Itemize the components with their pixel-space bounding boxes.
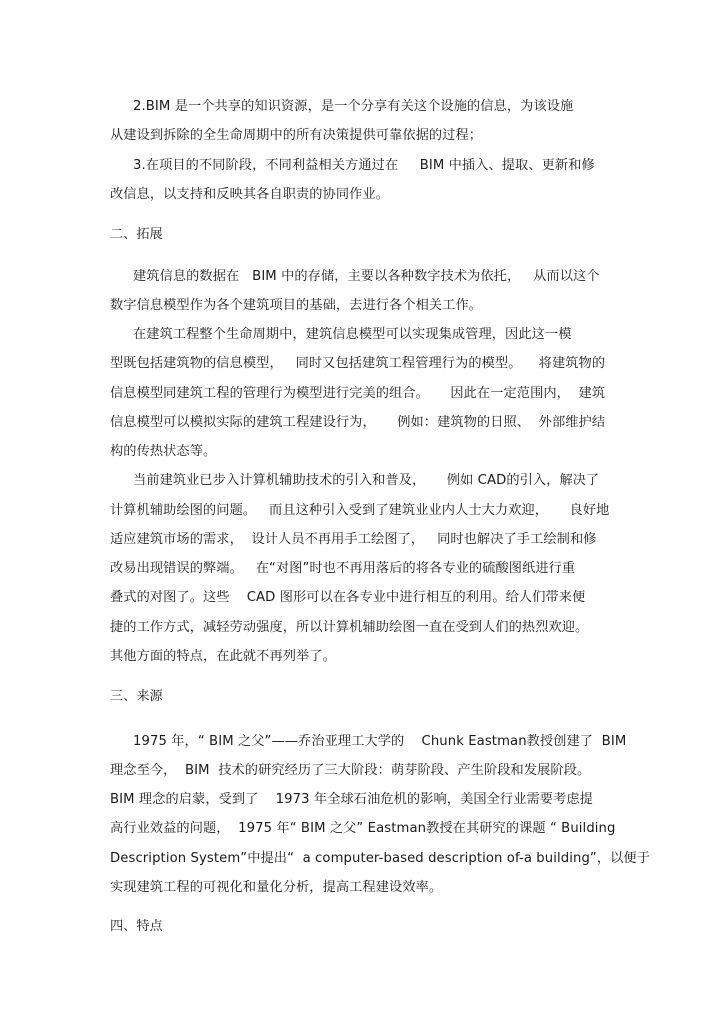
paragraph-line: 实现建筑工程的可视化和量化分析，提高工程建设效率。 bbox=[110, 880, 443, 895]
paragraph-line: 适应建筑市场的需求， 设计人员不再用手工绘图了， 同时也解决了手工绘制和修 bbox=[110, 532, 597, 547]
paragraph-line: 从建设到拆除的全生命周期中的所有决策提供可靠依据的过程； bbox=[110, 128, 483, 143]
paragraph-line: 计算机辅助绘图的问题。 而且这种引入受到了建筑业业内人士大力欢迎， 良好地 bbox=[110, 503, 610, 518]
paragraph-line: 3.在项目的不同阶段，不同利益相关方通过在 BIM 中插入、提取、更新和修 bbox=[133, 158, 595, 173]
paragraph-line: 在建筑工程整个生命周期中，建筑信息模型可以实现集成管理，因此这一模 bbox=[133, 327, 572, 342]
paragraph-line: 信息模型可以模拟实际的建筑工程建设行为， 例如：建筑物的日照、 外部维护结 bbox=[110, 415, 606, 430]
paragraph-line: 改易出现错误的弊端。 在“对图”时也不再用落后的将各专业的硫酸图纸进行重 bbox=[110, 561, 576, 576]
paragraph-line: 捷的工作方式，减轻劳动强度，所以计算机辅助绘图一直在受到人们的热烈欢迎。 bbox=[110, 620, 589, 635]
paragraph-line: 数字信息模型作为各个建筑项目的基础，去进行各个相关工作。 bbox=[110, 298, 483, 313]
paragraph-line: 信息模型同建筑工程的管理行为模型进行完美的组合。 因此在一定范围内， 建筑 bbox=[110, 386, 606, 401]
section-heading-origin: 三、来源 bbox=[110, 689, 163, 704]
paragraph-line: 叠式的对图了。这些 CAD 图形可以在各专业中进行相互的利用。给人们带来便 bbox=[110, 590, 586, 605]
paragraph-line: 2.BIM 是一个共享的知识资源，是一个分享有关这个设施的信息，为该设施 bbox=[133, 99, 574, 114]
paragraph-line: 1975 年，“ BIM 之父”——乔治亚理工大学的 Chunk Eastman教授创建了 BIM bbox=[133, 734, 627, 749]
paragraph-line: 改信息，以支持和反映其各自职责的协同作业。 bbox=[110, 187, 390, 202]
paragraph-line: 型既包括建筑物的信息模型， 同时又包括建筑工程管理行为的模型。 将建筑物的 bbox=[110, 356, 606, 371]
paragraph-line: 理念至今， BIM 技术的研究经历了三大阶段：萌芽阶段、产生阶段和发展阶段。 bbox=[110, 763, 591, 778]
paragraph-line: 构的传热状态等。 bbox=[110, 444, 217, 459]
section-heading-expansion: 二、拓展 bbox=[110, 227, 163, 242]
paragraph-line: BIM 理念的启蒙，受到了 1973 年全球石油危机的影响，美国全行业需要考虑提 bbox=[110, 792, 593, 807]
section-heading-features: 四、特点 bbox=[110, 919, 163, 934]
paragraph-line: Description System”中提出“ a computer-based description of-a building”，以便于 bbox=[110, 851, 651, 866]
paragraph-line: 建筑信息的数据在 BIM 中的存储，主要以各种数字技术为依托， 从而以这个 bbox=[133, 269, 600, 284]
paragraph-line: 高行业效益的问题， 1975 年“ BIM 之父” Eastman教授在其研究的课题 “ Building bbox=[110, 821, 616, 836]
paragraph-line: 当前建筑业已步入计算机辅助技术的引入和普及， 例如 CAD的引入，解决了 bbox=[133, 473, 600, 488]
paragraph-line: 其他方面的特点，在此就不再列举了。 bbox=[110, 649, 336, 664]
